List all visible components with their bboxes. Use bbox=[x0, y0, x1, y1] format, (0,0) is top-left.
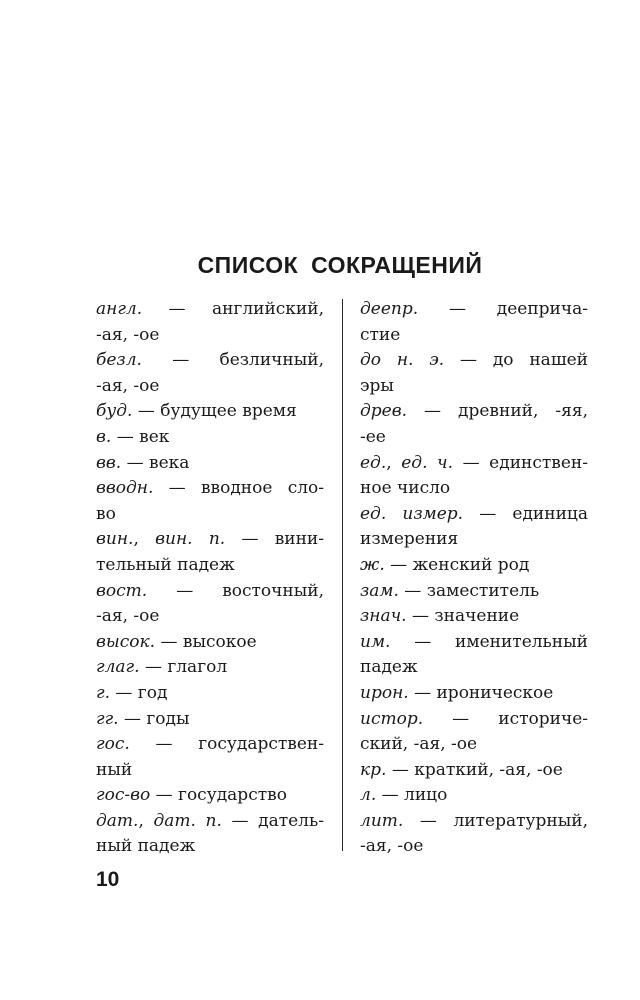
abbreviation: зам. bbox=[360, 580, 399, 601]
definition: — значение bbox=[406, 606, 520, 627]
definition: , bbox=[138, 810, 154, 831]
entry-line bbox=[96, 527, 324, 553]
entry-line bbox=[96, 348, 324, 374]
abbreviation: вин. bbox=[96, 529, 134, 550]
definition: тельный падеж bbox=[96, 554, 235, 575]
entry-line bbox=[360, 348, 588, 374]
entry-line bbox=[96, 374, 324, 400]
definition: — краткий, -ая, -ое bbox=[386, 759, 563, 780]
abbreviation-entry bbox=[360, 604, 588, 630]
definition: во bbox=[96, 503, 116, 524]
entry-line bbox=[96, 758, 324, 784]
entry-line bbox=[96, 476, 324, 502]
abbreviation-entry bbox=[96, 732, 324, 783]
definition: — ироническое bbox=[408, 682, 554, 703]
definition: — единствен- bbox=[453, 452, 588, 473]
definition: ный bbox=[96, 759, 133, 780]
definition: -ая, -ое bbox=[96, 324, 160, 345]
abbreviation: ед. bbox=[360, 452, 387, 473]
definition: -ая, -ое bbox=[96, 606, 160, 627]
definition: — безличный, bbox=[141, 350, 324, 371]
definition: — женский род bbox=[384, 554, 530, 575]
abbreviation: безл. bbox=[96, 350, 142, 371]
entry-line bbox=[96, 630, 324, 656]
definition: ский, -ая, -ое bbox=[360, 734, 478, 755]
entry-line bbox=[96, 425, 324, 451]
definition: — историче- bbox=[423, 708, 588, 729]
abbreviation-entry bbox=[96, 707, 324, 733]
definition: — века bbox=[121, 452, 190, 473]
entry-line bbox=[360, 323, 588, 349]
page-title: СПИСОК СОКРАЩЕНИЙ bbox=[197, 252, 483, 278]
abbreviation: ед. измер. bbox=[360, 503, 464, 524]
definition: — древний, -яя, bbox=[407, 401, 588, 422]
entry-line bbox=[360, 553, 588, 579]
entry-line bbox=[360, 425, 588, 451]
entry-line bbox=[360, 502, 588, 528]
abbreviation-entry bbox=[96, 297, 324, 348]
abbreviation: знач. bbox=[360, 606, 407, 627]
definition: — год bbox=[110, 682, 168, 703]
definition: -ее bbox=[360, 426, 386, 447]
abbreviation: вв. bbox=[96, 452, 122, 473]
abbreviation-entry bbox=[360, 630, 588, 681]
definition: — будущее время bbox=[132, 401, 297, 422]
entry-line bbox=[96, 553, 324, 579]
abbreviation: кр. bbox=[360, 759, 387, 780]
definition: — английский, bbox=[142, 299, 324, 319]
entry-line bbox=[360, 809, 588, 835]
entry-line bbox=[360, 655, 588, 681]
column-divider bbox=[342, 299, 343, 851]
entry-line bbox=[96, 323, 324, 349]
abbreviations-left-column bbox=[96, 297, 324, 860]
abbreviation: в. bbox=[96, 426, 112, 447]
abbreviation: гос. bbox=[96, 734, 130, 755]
abbreviation-entry bbox=[96, 451, 324, 477]
abbreviation-entry bbox=[96, 783, 324, 809]
entry-line bbox=[360, 604, 588, 630]
abbreviation: лит. bbox=[360, 810, 404, 831]
abbreviation: гг. bbox=[96, 708, 119, 729]
definition: — лицо bbox=[376, 785, 448, 806]
entry-line bbox=[96, 732, 324, 758]
definition: — государствен- bbox=[129, 734, 324, 755]
abbreviation-entry bbox=[96, 809, 324, 860]
abbreviation: англ. bbox=[96, 299, 143, 319]
abbreviation: до н. э. bbox=[360, 350, 445, 371]
entry-line bbox=[96, 579, 324, 605]
abbreviation-entry bbox=[96, 655, 324, 681]
entry-line bbox=[360, 707, 588, 733]
entry-line bbox=[96, 681, 324, 707]
abbreviation: ж. bbox=[360, 554, 385, 575]
entry-line bbox=[96, 502, 324, 528]
abbreviation: деепр. bbox=[360, 299, 419, 319]
abbreviation: глаг. bbox=[96, 657, 140, 678]
definition: — вводное сло- bbox=[153, 478, 324, 499]
entry-line bbox=[96, 297, 324, 323]
abbreviation: высок. bbox=[96, 631, 156, 652]
abbreviation-entry bbox=[96, 681, 324, 707]
definition: , bbox=[133, 529, 156, 550]
entry-line bbox=[360, 681, 588, 707]
entry-line bbox=[360, 834, 588, 860]
entry-line bbox=[360, 630, 588, 656]
entry-line bbox=[96, 834, 324, 860]
definition: ное число bbox=[360, 478, 451, 499]
definition: — литературный, bbox=[403, 810, 588, 831]
definition: -ая, -ое bbox=[360, 836, 424, 857]
definition: — до нашей bbox=[444, 350, 589, 371]
abbreviation: им. bbox=[360, 631, 391, 652]
definition: — высокое bbox=[155, 631, 257, 652]
abbreviation-entry bbox=[360, 348, 588, 399]
abbreviation: древ. bbox=[360, 401, 408, 422]
abbreviation-entry bbox=[360, 502, 588, 553]
abbreviation-entry bbox=[360, 783, 588, 809]
abbreviation-entry bbox=[96, 399, 324, 425]
abbreviation: л. bbox=[360, 785, 377, 806]
abbreviation-entry bbox=[360, 553, 588, 579]
entry-line bbox=[360, 579, 588, 605]
abbreviation-entry bbox=[360, 297, 588, 348]
abbreviations-right-column bbox=[360, 297, 588, 860]
abbreviation-entry bbox=[360, 707, 588, 758]
entry-line bbox=[360, 399, 588, 425]
definition: падеж bbox=[360, 657, 418, 678]
entry-line bbox=[96, 707, 324, 733]
abbreviation: ирон. bbox=[360, 682, 409, 703]
abbreviation: истор. bbox=[360, 708, 424, 729]
abbreviation: дат. п. bbox=[153, 810, 222, 831]
definition: — единица bbox=[463, 503, 588, 524]
abbreviation: дат. bbox=[96, 810, 139, 831]
entry-line bbox=[360, 374, 588, 400]
entry-line bbox=[96, 604, 324, 630]
entry-line bbox=[360, 297, 588, 323]
definition: — глагол bbox=[139, 657, 228, 678]
abbreviation-entry bbox=[360, 681, 588, 707]
abbreviation-entry bbox=[96, 476, 324, 527]
definition: — именительный bbox=[390, 631, 588, 652]
definition: — заместитель bbox=[398, 580, 540, 601]
abbreviation-entry bbox=[96, 425, 324, 451]
entry-line bbox=[360, 783, 588, 809]
definition: — государство bbox=[150, 785, 287, 806]
abbreviation: вост. bbox=[96, 580, 148, 601]
entry-line bbox=[96, 783, 324, 809]
abbreviation: буд. bbox=[96, 401, 133, 422]
entry-line bbox=[360, 732, 588, 758]
abbreviation-entry bbox=[360, 758, 588, 784]
abbreviation-entry bbox=[360, 579, 588, 605]
definition: , bbox=[386, 452, 402, 473]
definition: — век bbox=[111, 426, 170, 447]
definition: -ая, -ое bbox=[96, 375, 160, 396]
abbreviation-entry bbox=[96, 527, 324, 578]
page-number: 10 bbox=[96, 868, 120, 891]
entry-line bbox=[360, 451, 588, 477]
abbreviation: ед. ч. bbox=[401, 452, 454, 473]
entry-line bbox=[96, 655, 324, 681]
definition: — дееприча- bbox=[418, 299, 588, 319]
definition: эры bbox=[360, 375, 394, 396]
definition: измерения bbox=[360, 529, 459, 550]
abbreviation-entry bbox=[360, 399, 588, 450]
abbreviation-entry bbox=[96, 348, 324, 399]
entry-line bbox=[96, 399, 324, 425]
definition: стие bbox=[360, 324, 401, 345]
definition: — восточный, bbox=[147, 580, 324, 601]
entry-line bbox=[360, 527, 588, 553]
abbreviation-entry bbox=[360, 809, 588, 860]
entry-line bbox=[360, 476, 588, 502]
entry-line bbox=[96, 451, 324, 477]
entry-line bbox=[96, 809, 324, 835]
entry-line bbox=[360, 758, 588, 784]
definition: — вини- bbox=[225, 529, 325, 550]
abbreviation: вин. п. bbox=[155, 529, 226, 550]
abbreviation: гос-во bbox=[96, 785, 151, 806]
abbreviation-entry bbox=[96, 579, 324, 630]
abbreviation-entry bbox=[360, 451, 588, 502]
abbreviation-entry bbox=[96, 630, 324, 656]
abbreviation: вводн. bbox=[96, 478, 154, 499]
definition: — годы bbox=[118, 708, 190, 729]
abbreviation: г. bbox=[96, 682, 110, 703]
definition: ный падеж bbox=[96, 836, 196, 857]
definition: — датель- bbox=[221, 810, 324, 831]
